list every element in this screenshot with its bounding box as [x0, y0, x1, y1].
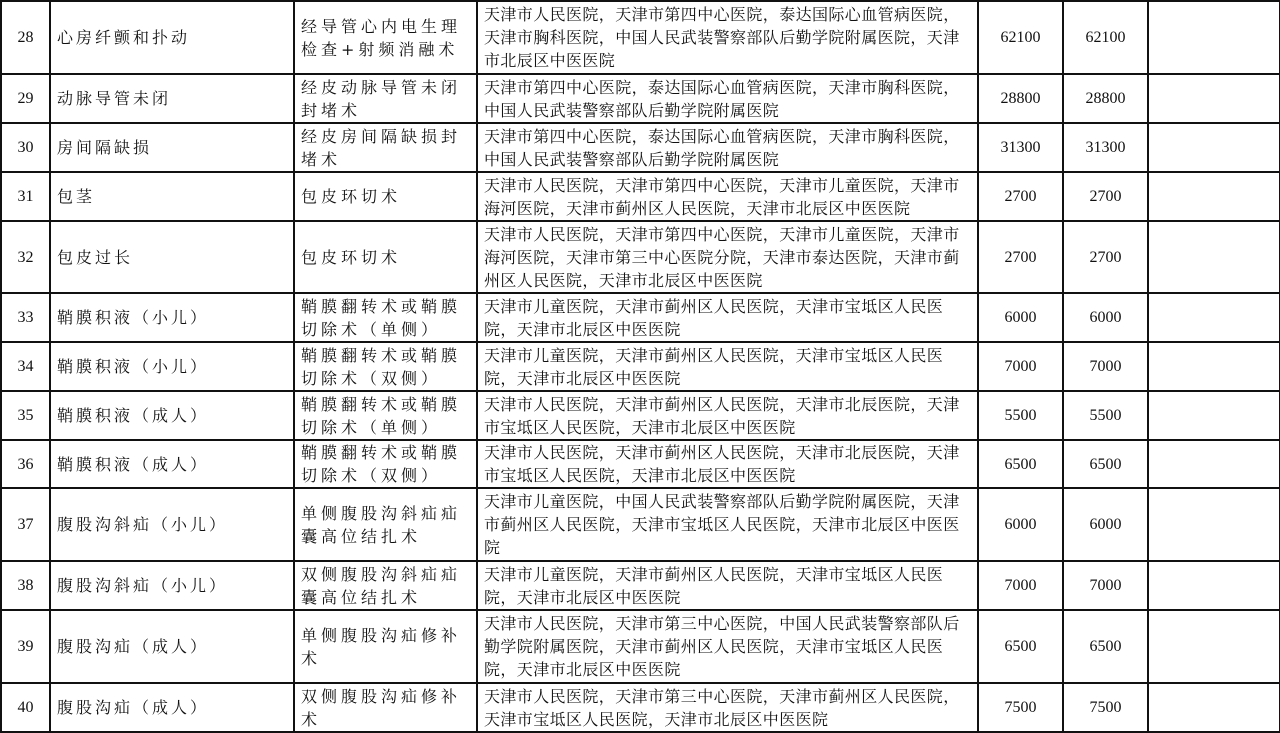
disease-name: 鞘膜积液（成人）: [50, 440, 294, 488]
treatment-method: 鞘膜翻转术或鞘膜切除术（双侧）: [294, 342, 477, 391]
max-price: 6500: [978, 440, 1063, 488]
treatment-method: 鞘膜翻转术或鞘膜切除术（单侧）: [294, 391, 477, 440]
disease-name: 心房纤颤和扑动: [50, 1, 294, 74]
remarks: [1148, 391, 1280, 440]
treatment-method: 单侧腹股沟斜疝疝囊高位结扎术: [294, 488, 477, 561]
table-row: [1, 610, 1280, 683]
remarks: [1148, 610, 1280, 683]
max-price: 62100: [978, 1, 1063, 74]
row-number: 40: [1, 683, 50, 732]
remarks: [1148, 683, 1280, 732]
table-row: [1, 221, 1280, 293]
row-number: 35: [1, 391, 50, 440]
table-row: [1, 488, 1280, 561]
remarks: [1148, 488, 1280, 561]
remarks: [1148, 561, 1280, 610]
row-number: 30: [1, 123, 50, 172]
treatment-method: 单侧腹股沟疝修补术: [294, 610, 477, 683]
max-price: 6000: [978, 488, 1063, 561]
disease-name: 包茎: [50, 172, 294, 221]
table-row: [1, 74, 1280, 123]
row-number: 38: [1, 561, 50, 610]
designated-hospitals: 天津市儿童医院，天津市蓟州区人民医院，天津市宝坻区人民医院，天津市北辰区中医医院: [477, 561, 978, 610]
remarks: [1148, 74, 1280, 123]
remarks: [1148, 172, 1280, 221]
fixed-price: 28800: [1063, 74, 1148, 123]
max-price: 6500: [978, 610, 1063, 683]
designated-hospitals: 天津市儿童医院，天津市蓟州区人民医院，天津市宝坻区人民医院，天津市北辰区中医医院: [477, 293, 978, 342]
max-price: 31300: [978, 123, 1063, 172]
row-number: 34: [1, 342, 50, 391]
table-row: [1, 391, 1280, 440]
designated-hospitals: 天津市儿童医院，中国人民武装警察部队后勤学院附属医院，天津市蓟州区人民医院，天津市宝坻区人民医院，天津市北辰区中医医院: [477, 488, 978, 561]
fixed-price: 7000: [1063, 342, 1148, 391]
fixed-price: 7000: [1063, 561, 1148, 610]
disease-name: 房间隔缺损: [50, 123, 294, 172]
treatment-method: 鞘膜翻转术或鞘膜切除术（双侧）: [294, 440, 477, 488]
treatment-method: 经皮房间隔缺损封堵术: [294, 123, 477, 172]
disease-name: 腹股沟疝（成人）: [50, 683, 294, 732]
max-price: 2700: [978, 221, 1063, 293]
treatment-method: 经导管心内电生理检查+射频消融术: [294, 1, 477, 74]
fixed-price: 6000: [1063, 488, 1148, 561]
row-number: 31: [1, 172, 50, 221]
fixed-price: 2700: [1063, 172, 1148, 221]
row-number: 33: [1, 293, 50, 342]
designated-hospitals: 天津市人民医院，天津市第四中心医院，泰达国际心血管病医院，天津市胸科医院，中国人民武装警察部队后勤学院附属医院，天津市北辰区中医医院: [477, 1, 978, 74]
row-number: 28: [1, 1, 50, 74]
designated-hospitals: 天津市人民医院，天津市第三中心医院，中国人民武装警察部队后勤学院附属医院，天津市蓟州区人民医院，天津市宝坻区人民医院，天津市北辰区中医医院: [477, 610, 978, 683]
max-price: 2700: [978, 172, 1063, 221]
designated-hospitals: 天津市人民医院，天津市蓟州区人民医院，天津市北辰医院，天津市宝坻区人民医院，天津市北辰区中医医院: [477, 391, 978, 440]
max-price: 5500: [978, 391, 1063, 440]
treatment-method: 鞘膜翻转术或鞘膜切除术（单侧）: [294, 293, 477, 342]
table-row: [1, 293, 1280, 342]
remarks: [1148, 440, 1280, 488]
disease-name: 鞘膜积液（小儿）: [50, 342, 294, 391]
treatment-method: 包皮环切术: [294, 172, 477, 221]
fixed-price: 6500: [1063, 610, 1148, 683]
row-number: 39: [1, 610, 50, 683]
treatment-method: 双侧腹股沟疝修补术: [294, 683, 477, 732]
max-price: 7500: [978, 683, 1063, 732]
disease-name: 包皮过长: [50, 221, 294, 293]
row-number: 32: [1, 221, 50, 293]
remarks: [1148, 221, 1280, 293]
remarks: [1148, 293, 1280, 342]
table-row: [1, 1, 1280, 74]
treatment-method: 经皮动脉导管未闭封堵术: [294, 74, 477, 123]
treatment-method: 双侧腹股沟斜疝疝囊高位结扎术: [294, 561, 477, 610]
table-row: [1, 561, 1280, 610]
disease-name: 鞘膜积液（成人）: [50, 391, 294, 440]
fixed-price: 6500: [1063, 440, 1148, 488]
disease-name: 腹股沟斜疝（小儿）: [50, 561, 294, 610]
fixed-price: 6000: [1063, 293, 1148, 342]
disease-name: 动脉导管未闭: [50, 74, 294, 123]
max-price: 28800: [978, 74, 1063, 123]
designated-hospitals: 天津市人民医院，天津市第三中心医院，天津市蓟州区人民医院，天津市宝坻区人民医院，天津市北辰区中医医院: [477, 683, 978, 732]
row-number: 29: [1, 74, 50, 123]
row-number: 37: [1, 488, 50, 561]
max-price: 7000: [978, 561, 1063, 610]
disease-name: 腹股沟斜疝（小儿）: [50, 488, 294, 561]
table-body: [1, 1, 1280, 732]
fixed-price: 62100: [1063, 1, 1148, 74]
max-price: 6000: [978, 293, 1063, 342]
remarks: [1148, 123, 1280, 172]
table-row: [1, 123, 1280, 172]
designated-hospitals: 天津市人民医院，天津市第四中心医院，天津市儿童医院，天津市海河医院，天津市蓟州区人民医院，天津市北辰区中医医院: [477, 172, 978, 221]
table-row: [1, 440, 1280, 488]
table-row: [1, 172, 1280, 221]
remarks: [1148, 342, 1280, 391]
disease-name: 鞘膜积液（小儿）: [50, 293, 294, 342]
designated-hospitals: 天津市人民医院，天津市蓟州区人民医院，天津市北辰医院，天津市宝坻区人民医院，天津市北辰区中医医院: [477, 440, 978, 488]
designated-hospitals: 天津市第四中心医院，泰达国际心血管病医院，天津市胸科医院，中国人民武装警察部队后勤学院附属医院: [477, 123, 978, 172]
fixed-price: 7500: [1063, 683, 1148, 732]
fixed-price: 5500: [1063, 391, 1148, 440]
row-number: 36: [1, 440, 50, 488]
table-row: [1, 683, 1280, 732]
treatment-method: 包皮环切术: [294, 221, 477, 293]
remarks: [1148, 1, 1280, 74]
table-row: [1, 342, 1280, 391]
max-price: 7000: [978, 342, 1063, 391]
fixed-price: 31300: [1063, 123, 1148, 172]
fixed-price: 2700: [1063, 221, 1148, 293]
designated-hospitals: 天津市第四中心医院，泰达国际心血管病医院，天津市胸科医院，中国人民武装警察部队后勤学院附属医院: [477, 74, 978, 123]
disease-name: 腹股沟疝（成人）: [50, 610, 294, 683]
designated-hospitals: 天津市儿童医院，天津市蓟州区人民医院，天津市宝坻区人民医院，天津市北辰区中医医院: [477, 342, 978, 391]
designated-hospitals: 天津市人民医院，天津市第四中心医院，天津市儿童医院，天津市海河医院，天津市第三中心医院分院，天津市泰达医院，天津市蓟州区人民医院，天津市北辰区中医医院: [477, 221, 978, 293]
